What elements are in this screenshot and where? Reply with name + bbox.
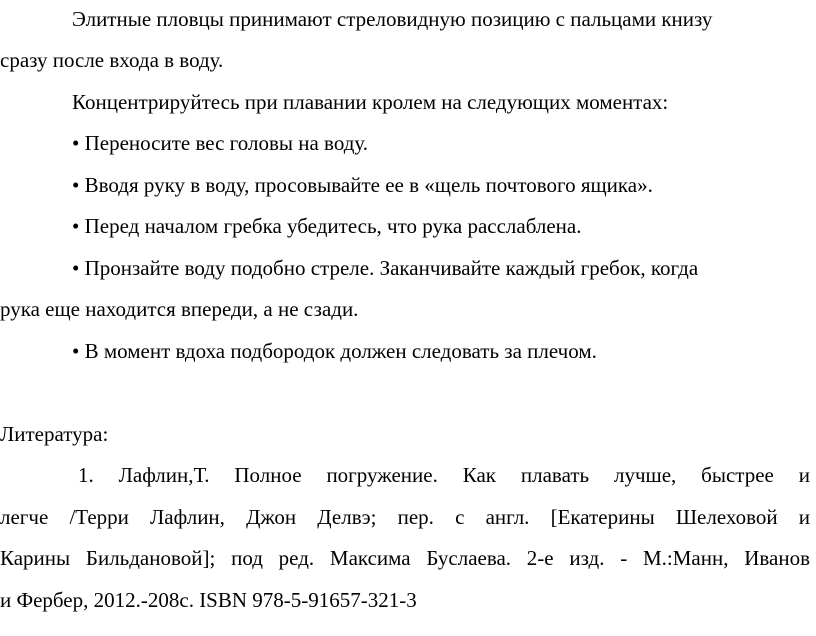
reference-line: легче /Терри Лафлин, Джон Делвэ; пер. с англ. [Екатерины Шелеховой и	[0, 505, 810, 529]
reference-line: и Фербер, 2012.-208с. ISBN 978-5-91657-321-3	[0, 588, 417, 612]
text-line: рука еще находится впереди, а не сзади.	[0, 297, 359, 321]
text-line: сразу после входа в воду.	[0, 48, 224, 72]
bullet-item: • Перед началом гребка убедитесь, что рука расслаблена.	[72, 214, 582, 238]
bullet-item: • В момент вдоха подбородок должен следовать за плечом.	[72, 339, 597, 363]
text-line: Элитные пловцы принимают стреловидную позицию с пальцами книзу	[72, 7, 713, 31]
bullet-item: • Переносите вес головы на воду.	[72, 131, 369, 155]
bullet-item: • Вводя руку в воду, просовывайте ее в «щель почтового ящика».	[72, 173, 653, 197]
reference-line: Карины Бильдановой]; под ред. Максима Буслаева. 2-е изд. - М.:Манн, Иванов	[0, 546, 810, 570]
references-heading: Литература:	[0, 422, 109, 446]
bullet-item: • Пронзайте воду подобно стреле. Заканчивайте каждый гребок, когда	[72, 256, 699, 280]
text-line: Концентрируйтесь при плавании кролем на следующих моментах:	[72, 90, 669, 114]
reference-line: 1. Лафлин,Т. Полное погружение. Как плавать лучше, быстрее и	[78, 463, 810, 487]
